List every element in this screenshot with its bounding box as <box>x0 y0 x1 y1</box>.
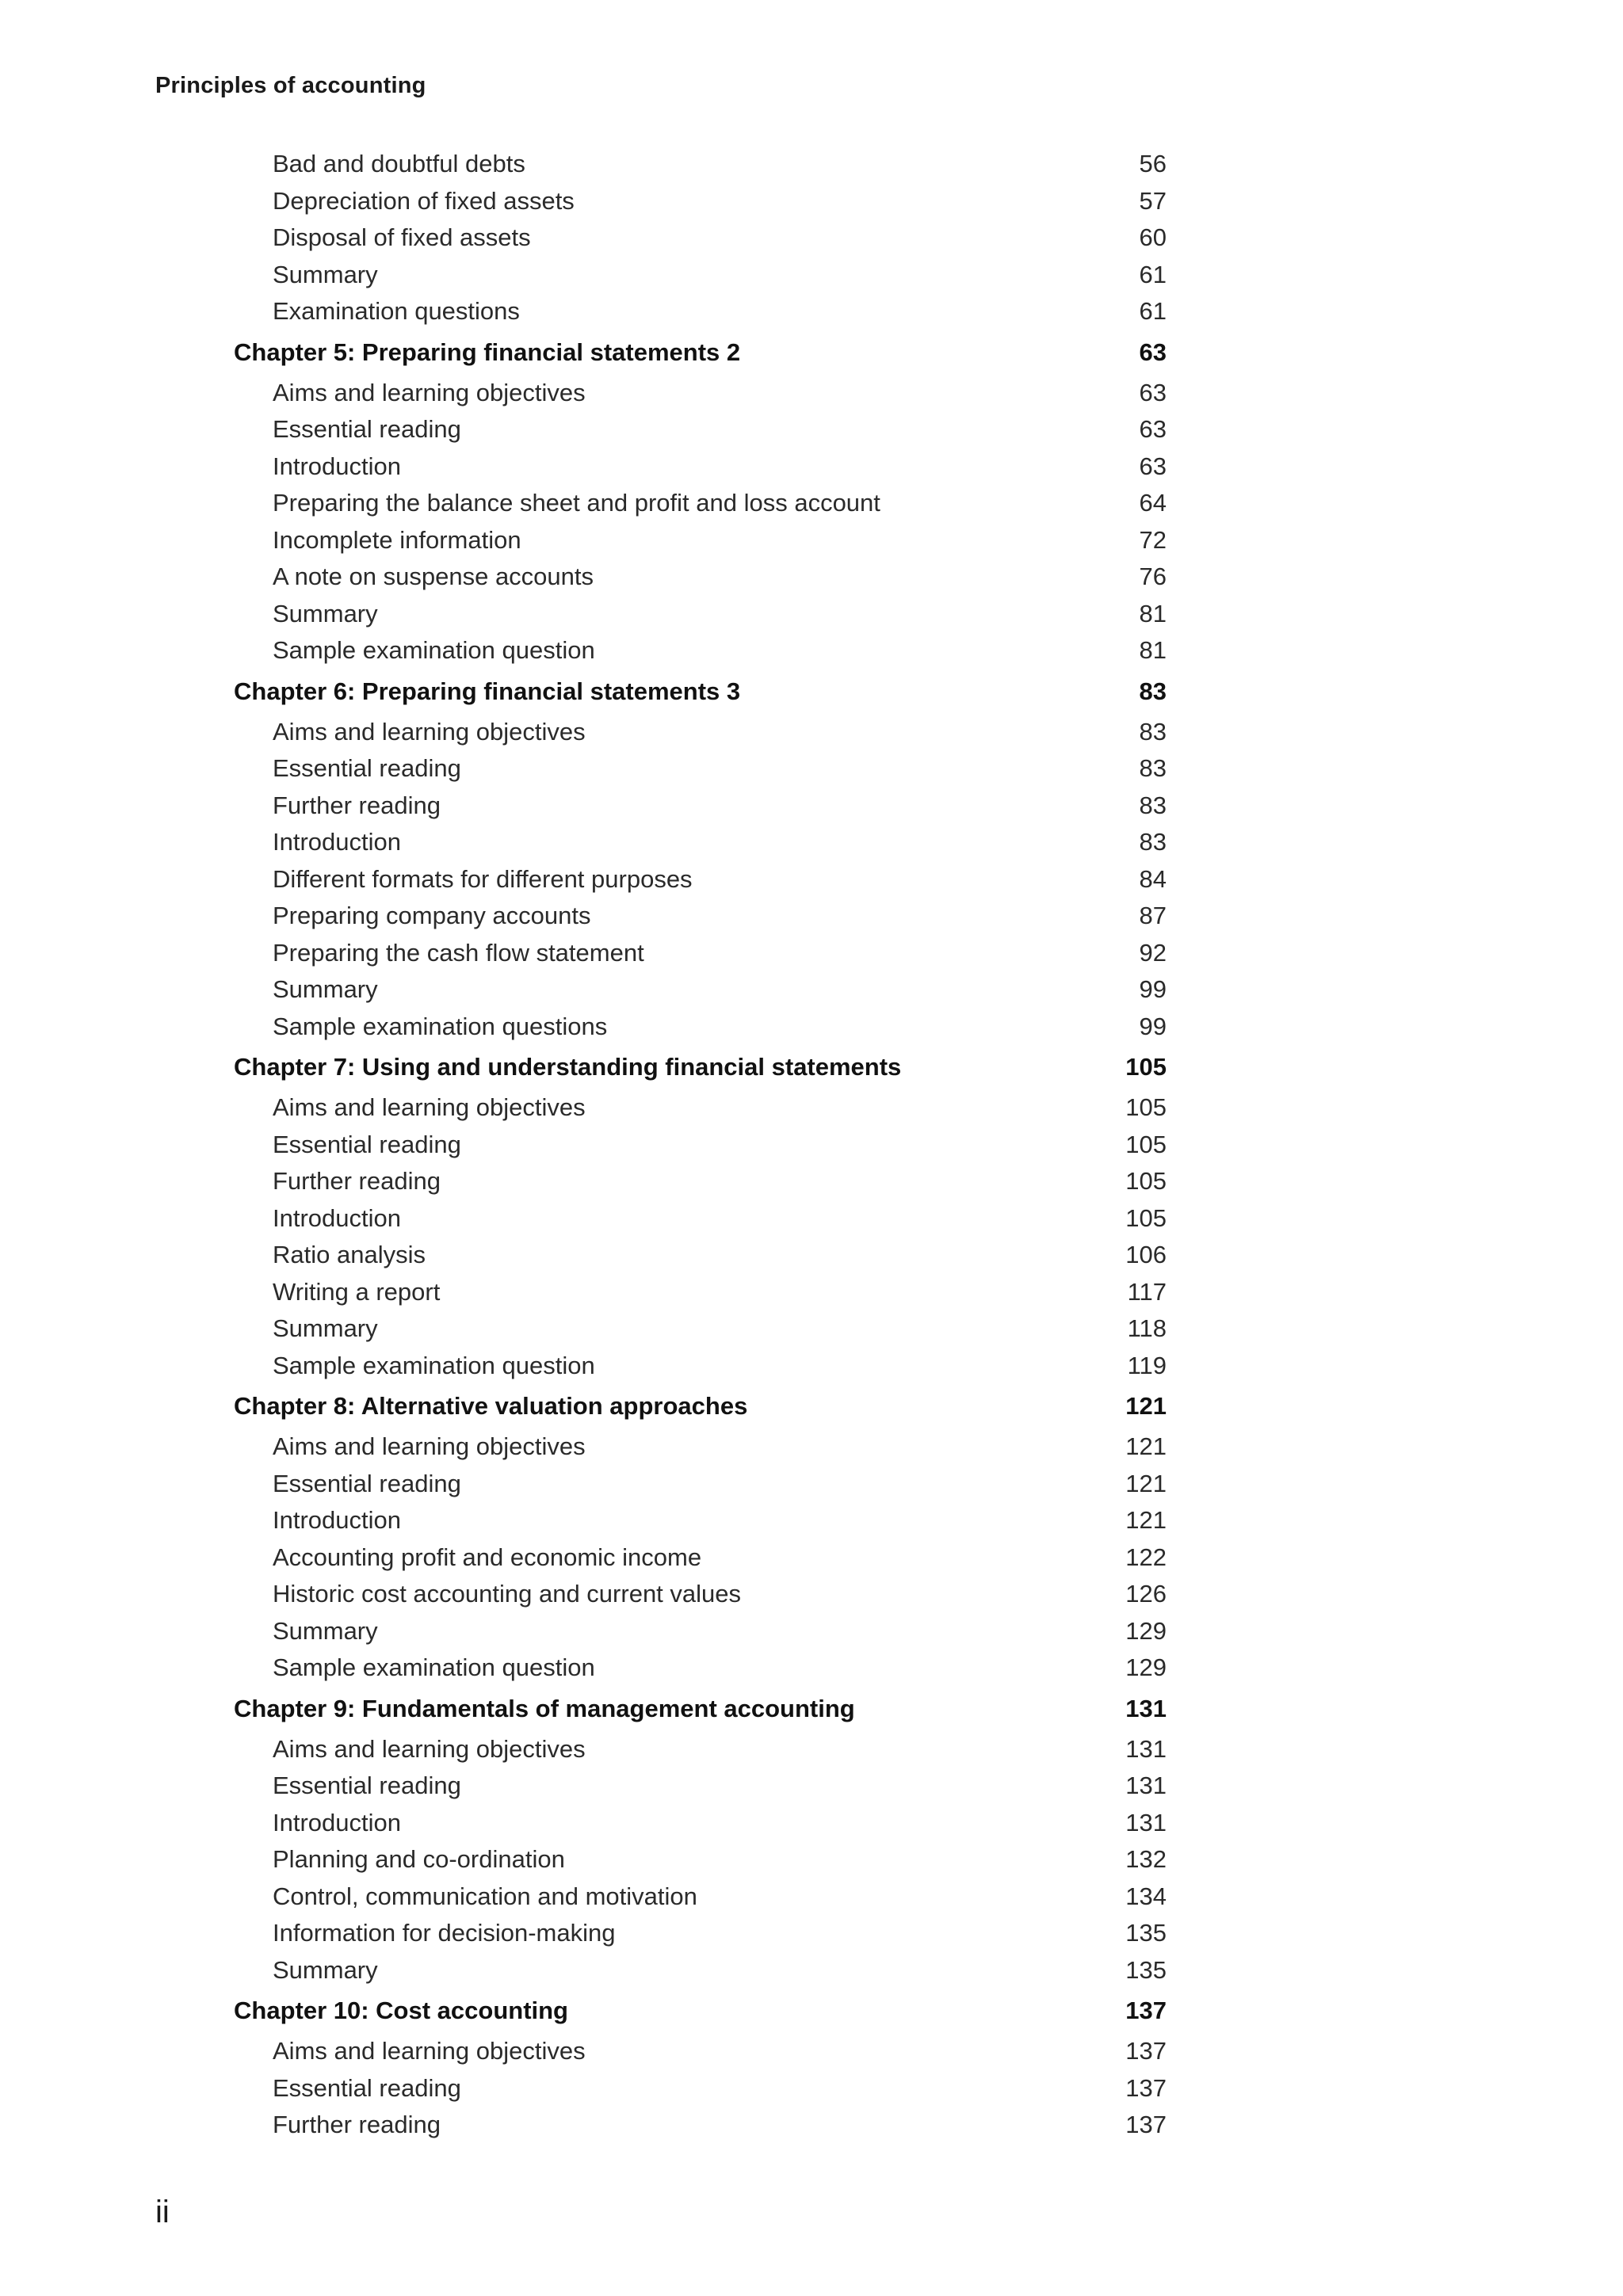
toc-page-number: 135 <box>1125 1955 1167 1984</box>
toc-entry <box>0 146 1623 183</box>
toc-entry <box>0 1952 1623 1989</box>
toc-page-number: 63 <box>1139 452 1167 480</box>
toc-page-number: 129 <box>1125 1616 1167 1645</box>
toc-page-number: 99 <box>1139 975 1167 1003</box>
toc-page-number: 131 <box>1125 1808 1167 1836</box>
toc-page-number: 61 <box>1139 260 1167 288</box>
toc-entry <box>0 2070 1623 2107</box>
toc-entry-title: Aims and learning objectives <box>273 378 586 406</box>
toc-entry <box>0 1539 1623 1577</box>
toc-chapter-entry <box>0 1989 1623 2033</box>
toc-entry <box>0 411 1623 448</box>
toc-entry <box>0 1731 1623 1768</box>
toc-page-number: 64 <box>1139 489 1167 517</box>
toc-entry-title: Summary <box>273 260 378 288</box>
toc-page-number: 122 <box>1125 1543 1167 1571</box>
toc-page-number: 63 <box>1139 378 1167 406</box>
toc-page-number: 132 <box>1125 1845 1167 1873</box>
toc-entry <box>0 861 1623 898</box>
toc-page-number: 83 <box>1139 828 1167 856</box>
toc-entry-title: Further reading <box>273 1167 441 1195</box>
toc-page-number: 83 <box>1139 717 1167 746</box>
toc-page-number: 126 <box>1125 1580 1167 1608</box>
toc-chapter-entry <box>0 669 1623 714</box>
toc-entry <box>0 1613 1623 1650</box>
toc-entry <box>0 1915 1623 1952</box>
toc-entry <box>0 1200 1623 1238</box>
toc-page-number: 84 <box>1139 864 1167 893</box>
toc-entry <box>0 1089 1623 1127</box>
toc-entry <box>0 1127 1623 1164</box>
toc-entry <box>0 293 1623 330</box>
toc-entry-title: Introduction <box>273 1506 401 1534</box>
toc-entry-title: Sample examination questions <box>273 1012 608 1040</box>
toc-page-number: 105 <box>1125 1053 1167 1081</box>
toc-entry-title: Essential reading <box>273 754 461 782</box>
toc-page-number: 99 <box>1139 1012 1167 1040</box>
toc-entry <box>0 1310 1623 1348</box>
toc-entry <box>0 1576 1623 1613</box>
toc-entry <box>0 2033 1623 2070</box>
toc-page-number: 117 <box>1127 1277 1167 1306</box>
toc-entry <box>0 1348 1623 1385</box>
toc-entry <box>0 596 1623 633</box>
toc-entry-title: Historic cost accounting and current values <box>273 1580 742 1608</box>
toc-page-number: 119 <box>1127 1351 1167 1379</box>
toc-entry <box>0 2107 1623 2144</box>
toc-entry-title: Essential reading <box>273 1130 461 1158</box>
toc-entry-title: Sample examination question <box>273 1653 595 1681</box>
toc-page-number: 60 <box>1139 223 1167 251</box>
toc-page-number: 83 <box>1139 677 1167 705</box>
toc-entry <box>0 559 1623 596</box>
toc-entry-title: Introduction <box>273 1808 401 1836</box>
toc-entry <box>0 448 1623 486</box>
toc-entry <box>0 485 1623 522</box>
toc-entry-title: Aims and learning objectives <box>273 1093 586 1121</box>
table-of-contents <box>0 146 1623 2144</box>
toc-entry <box>0 1237 1623 1274</box>
toc-entry-title: Introduction <box>273 1203 401 1232</box>
toc-chapter-title: Chapter 8: Alternative valuation approaches <box>234 1392 748 1420</box>
toc-chapter-title: Chapter 10: Cost accounting <box>234 1997 568 2024</box>
toc-entry-title: Summary <box>273 1955 378 1984</box>
toc-page-number: 57 <box>1139 186 1167 215</box>
toc-page-number: 83 <box>1139 754 1167 782</box>
toc-entry <box>0 183 1623 220</box>
toc-page-number: 105 <box>1125 1203 1167 1232</box>
toc-page-number: 121 <box>1125 1392 1167 1420</box>
toc-entry-title: Aims and learning objectives <box>273 717 586 746</box>
toc-chapter-entry <box>0 1687 1623 1731</box>
toc-entry <box>0 1274 1623 1311</box>
toc-entry-title: Disposal of fixed assets <box>273 223 531 251</box>
toc-entry <box>0 257 1623 294</box>
toc-entry <box>0 219 1623 257</box>
toc-entry <box>0 971 1623 1009</box>
toc-entry-title: Examination questions <box>273 297 520 325</box>
toc-entry-title: Information for decision-making <box>273 1919 616 1947</box>
toc-entry-title: Aims and learning objectives <box>273 1432 586 1460</box>
toc-entry <box>0 898 1623 935</box>
toc-page-number: 87 <box>1139 902 1167 929</box>
toc-entry-title: Aims and learning objectives <box>273 1734 586 1763</box>
toc-entry <box>0 1650 1623 1687</box>
toc-page-number: 121 <box>1125 1469 1167 1497</box>
toc-entry-title: Writing a report <box>273 1277 441 1306</box>
toc-page-number: 63 <box>1139 415 1167 443</box>
toc-entry <box>0 1009 1623 1046</box>
toc-page-number: 61 <box>1139 297 1167 325</box>
toc-entry <box>0 1502 1623 1539</box>
toc-entry <box>0 714 1623 751</box>
toc-entry-title: Ratio analysis <box>273 1241 426 1268</box>
toc-entry-title: Different formats for different purposes <box>273 864 693 893</box>
toc-chapter-entry <box>0 1045 1623 1089</box>
toc-chapter-title: Chapter 7: Using and understanding financial statements <box>234 1053 902 1081</box>
toc-page-number: 129 <box>1125 1653 1167 1681</box>
toc-chapter-title: Chapter 5: Preparing financial statements 2 <box>234 338 741 366</box>
toc-entry-title: Summary <box>273 599 378 627</box>
toc-entry-title: Further reading <box>273 2111 441 2138</box>
toc-page-number: 135 <box>1125 1919 1167 1947</box>
toc-entry-title: Aims and learning objectives <box>273 2037 586 2065</box>
toc-entry-title: Summary <box>273 1616 378 1645</box>
toc-entry-title: Bad and doubtful debts <box>273 150 525 177</box>
toc-entry-title: Essential reading <box>273 1772 461 1799</box>
toc-page-number: 92 <box>1139 938 1167 967</box>
toc-page-number: 118 <box>1127 1314 1167 1342</box>
toc-page-number: 105 <box>1125 1130 1167 1158</box>
toc-entry <box>0 375 1623 412</box>
toc-entry <box>0 1841 1623 1878</box>
toc-page-number: 134 <box>1125 1882 1167 1910</box>
toc-page-number: 72 <box>1139 525 1167 554</box>
toc-entry-title: Essential reading <box>273 1469 461 1497</box>
toc-page-number: 63 <box>1139 338 1167 366</box>
toc-entry-title: Essential reading <box>273 2073 461 2102</box>
toc-chapter-title: Chapter 6: Preparing financial statements 3 <box>234 677 741 705</box>
toc-page-number: 81 <box>1139 636 1167 664</box>
toc-page-number: 137 <box>1125 2073 1167 2102</box>
toc-chapter-entry <box>0 1384 1623 1428</box>
toc-entry-title: Depreciation of fixed assets <box>273 186 575 215</box>
toc-entry <box>0 1428 1623 1466</box>
toc-entry-title: Preparing the cash flow statement <box>273 938 644 967</box>
toc-entry-title: Summary <box>273 1314 378 1342</box>
toc-entry <box>0 1805 1623 1842</box>
toc-page-number: 76 <box>1139 563 1167 590</box>
toc-entry-title: Planning and co-ordination <box>273 1845 565 1873</box>
toc-entry <box>0 1768 1623 1805</box>
toc-entry-title: Further reading <box>273 791 441 819</box>
toc-page-number: 83 <box>1139 791 1167 819</box>
toc-entry-title: Accounting profit and economic income <box>273 1543 702 1571</box>
toc-entry-title: Summary <box>273 975 378 1003</box>
toc-entry <box>0 788 1623 825</box>
toc-entry <box>0 750 1623 788</box>
toc-entry-title: Introduction <box>273 452 401 480</box>
running-header: Principles of accounting <box>155 73 426 98</box>
toc-entry <box>0 824 1623 861</box>
toc-page-number: 131 <box>1125 1772 1167 1799</box>
toc-entry-title: Preparing the balance sheet and profit and loss account <box>273 489 880 517</box>
toc-page-number: 121 <box>1125 1432 1167 1460</box>
toc-chapter-entry <box>0 330 1623 375</box>
toc-entry <box>0 1878 1623 1916</box>
toc-entry-title: Preparing company accounts <box>273 902 591 929</box>
toc-entry-title: A note on suspense accounts <box>273 563 594 590</box>
toc-entry-title: Sample examination question <box>273 1351 595 1379</box>
toc-page-number: 137 <box>1125 2037 1167 2065</box>
toc-page-number: 131 <box>1125 1694 1167 1722</box>
toc-entry-title: Incomplete information <box>273 525 521 554</box>
toc-chapter-title: Chapter 9: Fundamentals of management accounting <box>234 1694 855 1722</box>
toc-entry <box>0 632 1623 669</box>
toc-page-number: 137 <box>1125 1997 1167 2024</box>
toc-page-number: 121 <box>1125 1506 1167 1534</box>
toc-entry <box>0 935 1623 972</box>
toc-page-number: 131 <box>1125 1734 1167 1763</box>
toc-page-number: 81 <box>1139 599 1167 627</box>
toc-page-number: 105 <box>1125 1167 1167 1195</box>
toc-entry-title: Sample examination question <box>273 636 595 664</box>
toc-page-number: 106 <box>1125 1241 1167 1268</box>
toc-entry <box>0 1163 1623 1200</box>
toc-entry-title: Control, communication and motivation <box>273 1882 697 1910</box>
page-number: ii <box>155 2195 170 2229</box>
toc-page-number: 105 <box>1125 1093 1167 1121</box>
toc-entry <box>0 1466 1623 1503</box>
toc-page-number: 56 <box>1139 150 1167 177</box>
toc-entry-title: Introduction <box>273 828 401 856</box>
toc-entry-title: Essential reading <box>273 415 461 443</box>
toc-page-number: 137 <box>1125 2111 1167 2138</box>
toc-entry <box>0 522 1623 559</box>
